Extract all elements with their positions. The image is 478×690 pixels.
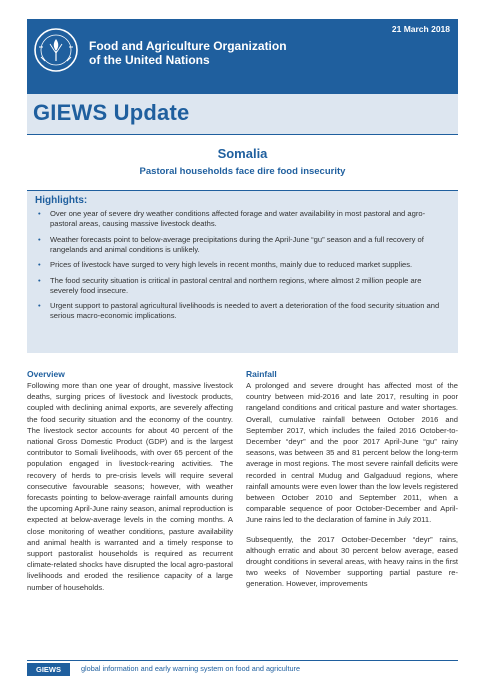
overview-paragraph: Following more than one year of drought, massive livestock deaths, surging prices of livestock and livestock products, coupled with declining animal exports, are severely affecting the food security situation and the economy of the country. The livestock sector accounts for about 40 percent of the national Gross Domestic Product (GDP) and is the largest contributor to Somali livelihoods, with over 65 percent of the population engaged in livestock-rearing activities. The recovery of herds to pre-crisis levels will require several consecutive favourable seasons; however, with weather forecasts pointing to below-average rainfall amounts during the upcoming April-June rainy season, animal reproduction is expected at below-average levels in the coming months. A close monitoring of weather conditions, pasture availability and animal health is warranted and a timely response to support pastoralist households is required as recurrent climate-related shocks have disrupted the local agro-pastoral livelihoods and eroded the resilience capacity of a large number of households. xyxy=(27,381,233,592)
footer xyxy=(27,660,458,675)
country-heading: Somalia xyxy=(217,146,268,161)
org-name-line2: of the United Nations xyxy=(89,53,210,67)
organization-name xyxy=(89,39,329,67)
footer-text: global information and early warning system on food and agriculture xyxy=(81,664,301,673)
rainfall-paragraph-1: A prolonged and severe drought has affected most of the country between mid-2016 and late 2017, resulting in poor rangeland conditions and critical pasture and water shortages. Overall, cumulative rainfall between October 2016 and September 2017, which includes the failed 2016 October-to-December “deyr” and the poor 2017 April-June “gu” rainy seasons, was between 35 and 81 percent below the long-term average in most regions. The most severe rainfall deficits were recorded in central Mudug and Galgaduud regions, where rainfall amounts were even lower than the low levels registered between October 2010 and September 2011, when a comparable sequence of poor October-December and April-June rains led to the declaration of famine in July 2011. xyxy=(246,381,458,525)
publication-date: 21 March 2018 xyxy=(391,24,450,34)
list-item: • The food security situation is critical in pastoral central and northern regions, where almost 2 million people are severely food insecure. xyxy=(35,276,450,296)
document-title: GIEWS Update xyxy=(33,100,190,125)
overview-column xyxy=(27,369,233,601)
document-subtitle: Pastoral households face dire food insecurity xyxy=(139,166,346,177)
header-banner xyxy=(27,19,458,94)
rainfall-column xyxy=(246,369,458,598)
rainfall-paragraph-2: Subsequently, the 2017 October-December “deyr” rains, although erratic and about 30 percent below average, eased drought conditions in several areas, with heavy rains in the first two weeks of November supporting partial pasture re-generation. However, improvements xyxy=(246,534,458,589)
rainfall-heading: Rainfall xyxy=(246,369,277,379)
list-item: • Urgent support to pastoral agricultural livelihoods is needed to avert a deterioration of the food security situation and serious macro-economic implications. xyxy=(35,301,450,321)
highlights-box xyxy=(27,190,458,353)
list-item: • Weather forecasts point to below-average precipitations during the April-June “gu” season and a full recovery of rangelands and animal conditions is unlikely. xyxy=(35,235,450,255)
highlights-list xyxy=(35,209,450,321)
title-band xyxy=(27,94,458,135)
footer-label: GIEWS xyxy=(27,663,70,676)
fao-logo-icon xyxy=(33,27,79,73)
list-item: • Prices of livestock have surged to very high levels in recent months, mainly due to reduced market supplies. xyxy=(35,260,450,270)
list-item: • Over one year of severe dry weather conditions affected forage and water availability in most pastoral and agro-pastoral areas, causing massive livestock deaths. xyxy=(35,209,450,229)
highlights-title: Highlights: xyxy=(35,195,88,206)
overview-heading: Overview xyxy=(27,369,65,379)
org-name-line1: Food and Agriculture Organization xyxy=(89,39,287,53)
